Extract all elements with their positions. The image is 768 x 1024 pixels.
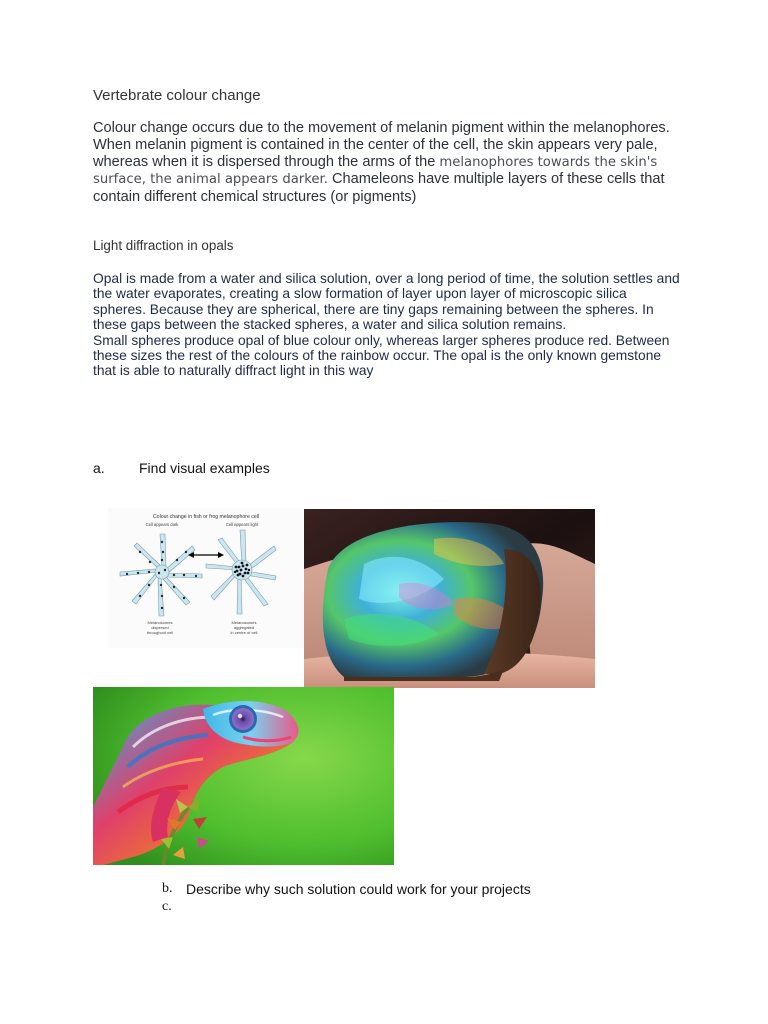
diagram-title: Colour change in fish or frog melanophore cell (152, 514, 260, 520)
melanophore-diagram-svg (108, 508, 304, 648)
opal-photo-svg (304, 509, 595, 688)
task-a-label: Find visual examples (139, 460, 270, 476)
para1-text-a: Colour change occurs due to the movement of melanin pigment within the melanophores. When melanin pigment is contained in the center of the cell, the skin appears very pale, whereas when it is dispersed through the arms of the (93, 120, 670, 170)
diagram-left-bottom-1: Melanosomes (147, 620, 173, 625)
diagram-left-top: Cell appears dark (145, 522, 179, 527)
cell-aggregated (206, 530, 276, 614)
opal-paragraph-line2: Small spheres produce opal of blue colour only, whereas larger spheres produce red. Between these sizes the rest of the colours of the rainbow occur. The opal is the only known gemstone that is able to naturally diffract light in this way (93, 332, 670, 379)
diagram-right-bottom-2: aggregated (233, 625, 255, 630)
diagram-right-bottom-1: Melanosomes (231, 620, 257, 625)
chameleon-photo-svg (93, 687, 394, 865)
task-b-marker: b. (162, 881, 173, 896)
opal-photo (304, 509, 595, 688)
diagram-right-bottom-3: in centre of cell (230, 630, 258, 635)
opal-paragraph (93, 271, 683, 379)
chameleon-photo (93, 687, 394, 865)
task-a-marker: a. (93, 460, 105, 476)
para1-text-b: melanophores towards the skin's surface, the animal appears darker. (93, 154, 658, 188)
task-c-marker: c. (162, 899, 172, 914)
melanin-paragraph (93, 120, 678, 206)
diagram-left-bottom-3: throughout cell (146, 630, 174, 635)
diagram-left-bottom-2: dispersed (151, 625, 169, 630)
para1-text-c: Chameleons have multiple layers of these cells that contain different chemical structures (or pigments) (93, 171, 665, 206)
reversible-arrow (188, 552, 224, 558)
diagram-right-top: Cell appears light (225, 522, 259, 527)
opal-paragraph-line1: Opal is made from a water and silica solution, over a long period of time, the solution settles and the water evaporates, creating a slow formation of layer upon layer of microscopic silica spheres. Because they are spherical, there are tiny gaps remaining between the spheres. In these gaps between the stacked spheres, a water and silica solution remains. (93, 271, 680, 333)
task-b-label: Describe why such solution could work for your projects (186, 881, 531, 897)
cell-dispersed (120, 534, 202, 616)
section-subtitle: Light diffraction in opals (93, 238, 234, 253)
page-title: Vertebrate colour change (93, 87, 261, 104)
melanophore-diagram (108, 508, 304, 648)
